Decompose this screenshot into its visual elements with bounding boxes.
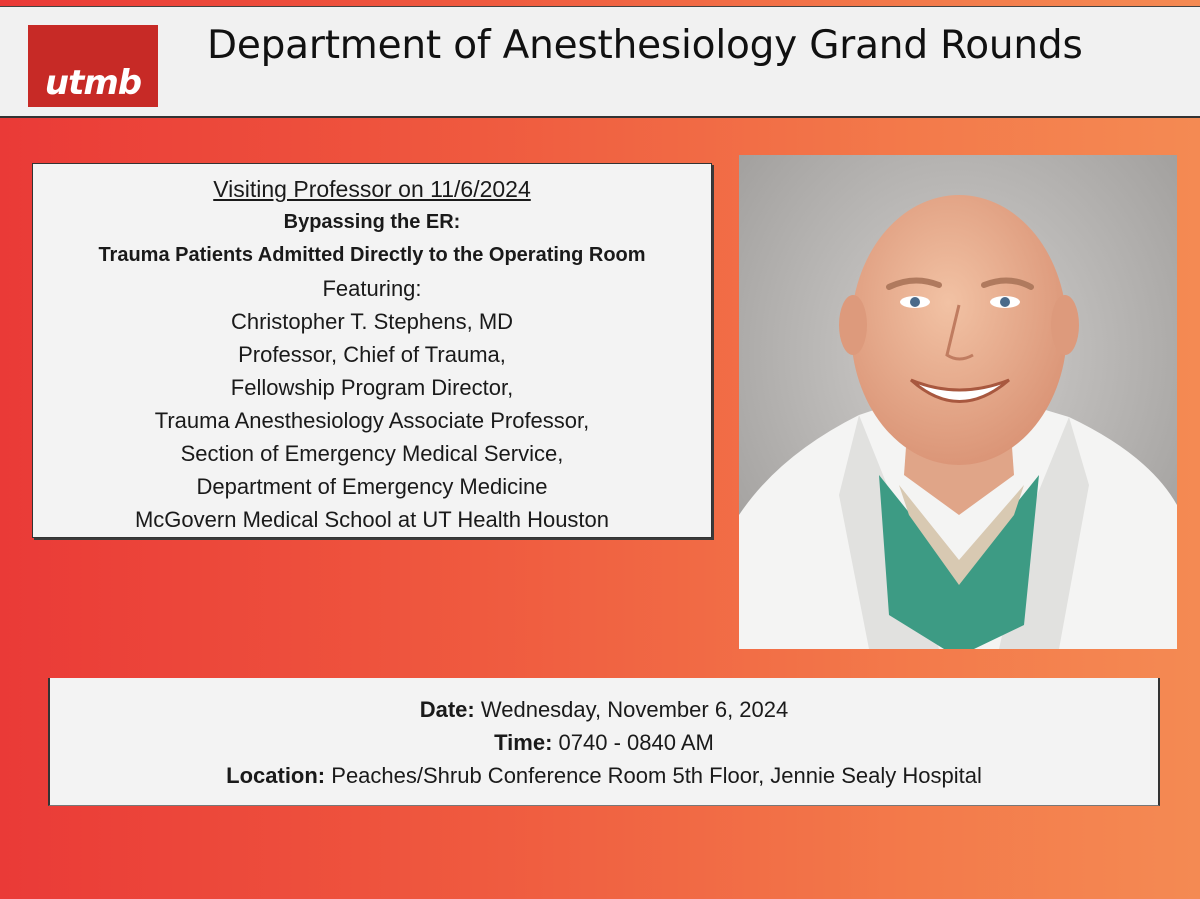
- location-value: Peaches/Shrub Conference Room 5th Floor, Jennie Sealy Hospital: [331, 763, 982, 788]
- visiting-professor-heading: Visiting Professor on 11/6/2024: [213, 176, 531, 202]
- date-label: Date:: [419, 697, 475, 722]
- speaker-title-line: Fellowship Program Director,: [230, 375, 514, 400]
- event-time: [50, 726, 1158, 759]
- talk-title-line-2: Trauma Patients Admitted Directly to the Operating Room: [98, 244, 646, 266]
- speaker-title-line: Trauma Anesthesiology Associate Professor,: [154, 408, 590, 433]
- logo-text: utmb: [44, 63, 142, 103]
- speaker-title-line: Section of Emergency Medical Service,: [180, 441, 564, 466]
- featuring-label: Featuring:: [322, 276, 422, 301]
- speaker-title-line: Department of Emergency Medicine: [196, 474, 548, 499]
- speaker-info-box: [32, 163, 712, 538]
- time-label: Time:: [494, 730, 553, 755]
- utmb-logo: [28, 25, 158, 107]
- page-title: Department of Anesthesiology Grand Rounds: [207, 23, 1083, 68]
- time-value: 0740 - 0840 AM: [558, 730, 714, 755]
- location-label: Location:: [226, 763, 326, 788]
- event-details-box: [48, 678, 1160, 806]
- speaker-portrait-illustration: [739, 155, 1177, 649]
- event-date: [50, 693, 1158, 726]
- header-banner: [0, 6, 1200, 118]
- event-location: [50, 759, 1158, 792]
- speaker-title-line: Professor, Chief of Trauma,: [238, 342, 506, 367]
- talk-title-line-1: Bypassing the ER:: [283, 211, 461, 233]
- speaker-name: Christopher T. Stephens, MD: [230, 309, 514, 334]
- speaker-photo: [739, 155, 1177, 649]
- speaker-affiliation: McGovern Medical School at UT Health Houston: [134, 507, 610, 532]
- date-value: Wednesday, November 6, 2024: [480, 697, 789, 722]
